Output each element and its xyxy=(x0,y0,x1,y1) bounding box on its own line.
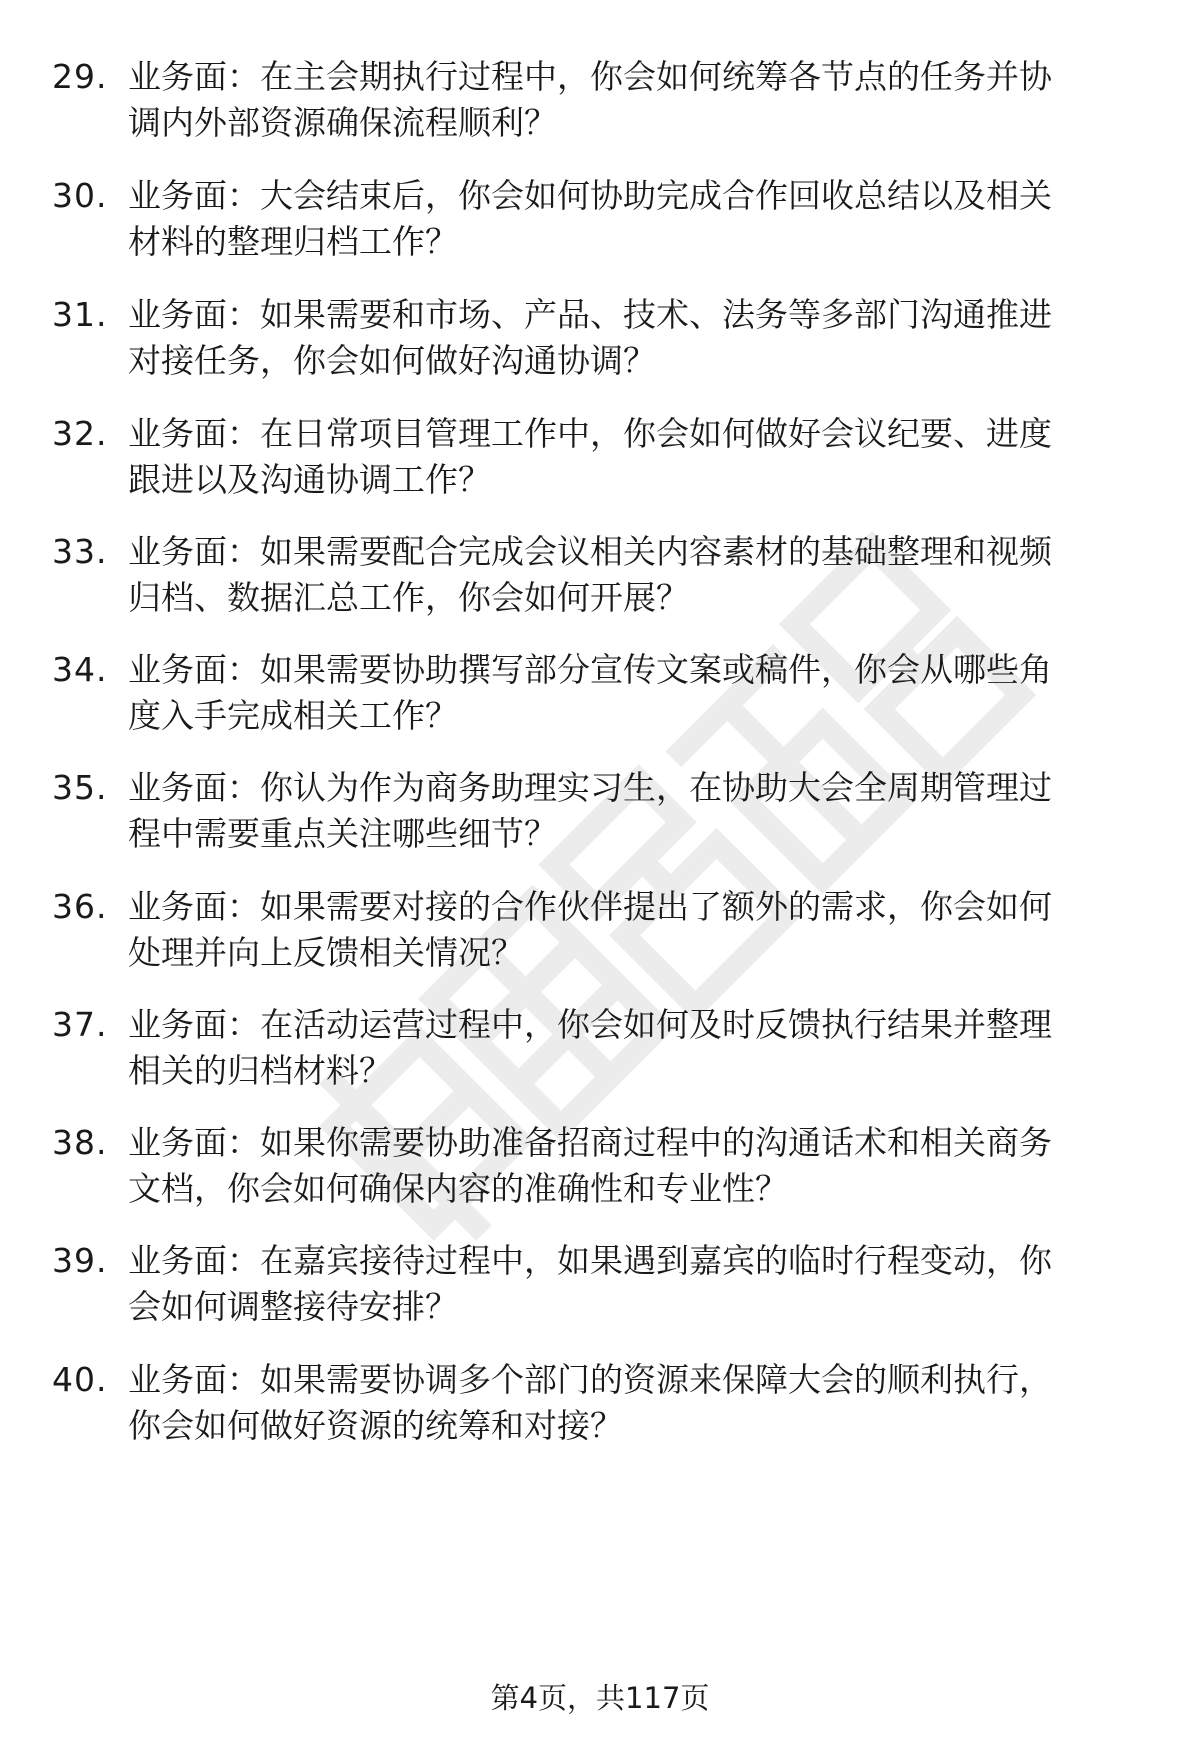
question-text-line-1: 业务面：如果需要协调多个部门的资源来保障大会的顺利执行， xyxy=(128,1360,1052,1399)
question-number: 33. xyxy=(52,532,108,571)
question-number: 34. xyxy=(52,650,108,689)
question-number: 40. xyxy=(52,1360,108,1399)
question-number: 38. xyxy=(52,1123,108,1162)
question-text-line-2: 跟进以及沟通协调工作？ xyxy=(128,460,491,499)
question-number: 36. xyxy=(52,887,108,926)
question-text-line-1: 业务面：如果需要对接的合作伙伴提出了额外的需求，你会如何 xyxy=(128,887,1052,926)
list-item xyxy=(52,1236,1152,1356)
list-item xyxy=(52,290,1152,410)
list-item xyxy=(52,1118,1152,1238)
question-number: 30. xyxy=(52,176,108,215)
question-text-line-1: 业务面：在日常项目管理工作中，你会如何做好会议纪要、进度 xyxy=(128,414,1052,453)
question-text-line-2: 度入手完成相关工作？ xyxy=(128,696,458,735)
question-text-line-1: 业务面：如果你需要协助准备招商过程中的沟通话术和相关商务 xyxy=(128,1123,1052,1162)
list-item xyxy=(52,763,1152,883)
question-number: 29. xyxy=(52,57,108,96)
list-item xyxy=(52,171,1152,291)
question-text-line-1: 业务面：你认为作为商务助理实习生，在协助大会全周期管理过 xyxy=(128,768,1052,807)
list-item xyxy=(52,645,1152,765)
question-text-line-2: 归档、数据汇总工作，你会如何开展？ xyxy=(128,578,689,617)
list-item xyxy=(52,52,1152,172)
question-text-line-2: 程中需要重点关注哪些细节？ xyxy=(128,814,557,853)
list-item xyxy=(52,882,1152,1002)
list-item xyxy=(52,1355,1152,1475)
question-text-line-1: 业务面：大会结束后，你会如何协助完成合作回收总结以及相关 xyxy=(128,176,1052,215)
question-text-line-2: 你会如何做好资源的统筹和对接？ xyxy=(128,1406,623,1445)
question-text-line-2: 对接任务，你会如何做好沟通协调？ xyxy=(128,341,656,380)
list-item xyxy=(52,1000,1152,1120)
question-number: 39. xyxy=(52,1241,108,1280)
question-text-line-2: 文档，你会如何确保内容的准确性和专业性？ xyxy=(128,1169,788,1208)
question-number: 32. xyxy=(52,414,108,453)
list-item xyxy=(52,527,1152,647)
question-text-line-1: 业务面：如果需要协助撰写部分宣传文案或稿件，你会从哪些角 xyxy=(128,650,1052,689)
question-text-line-1: 业务面：在主会期执行过程中，你会如何统筹各节点的任务并协 xyxy=(128,57,1052,96)
question-number: 37. xyxy=(52,1005,108,1044)
question-number: 31. xyxy=(52,295,108,334)
question-text-line-2: 相关的归档材料？ xyxy=(128,1051,392,1090)
page-number-footer: 第4页，共117页 xyxy=(490,1681,710,1715)
question-text-line-1: 业务面：在活动运营过程中，你会如何及时反馈执行结果并整理 xyxy=(128,1005,1052,1044)
question-text-line-2: 材料的整理归档工作？ xyxy=(128,222,458,261)
question-text-line-2: 处理并向上反馈相关情况？ xyxy=(128,933,524,972)
question-number: 35. xyxy=(52,768,108,807)
question-text-line-1: 业务面：在嘉宾接待过程中，如果遇到嘉宾的临时行程变动，你 xyxy=(128,1241,1052,1280)
question-text-line-1: 业务面：如果需要配合完成会议相关内容素材的基础整理和视频 xyxy=(128,532,1052,571)
question-text-line-1: 业务面：如果需要和市场、产品、技术、法务等多部门沟通推进 xyxy=(128,295,1052,334)
question-text-line-2: 会如何调整接待安排？ xyxy=(128,1287,458,1326)
list-item xyxy=(52,409,1152,529)
question-text-line-2: 调内外部资源确保流程顺利？ xyxy=(128,103,557,142)
